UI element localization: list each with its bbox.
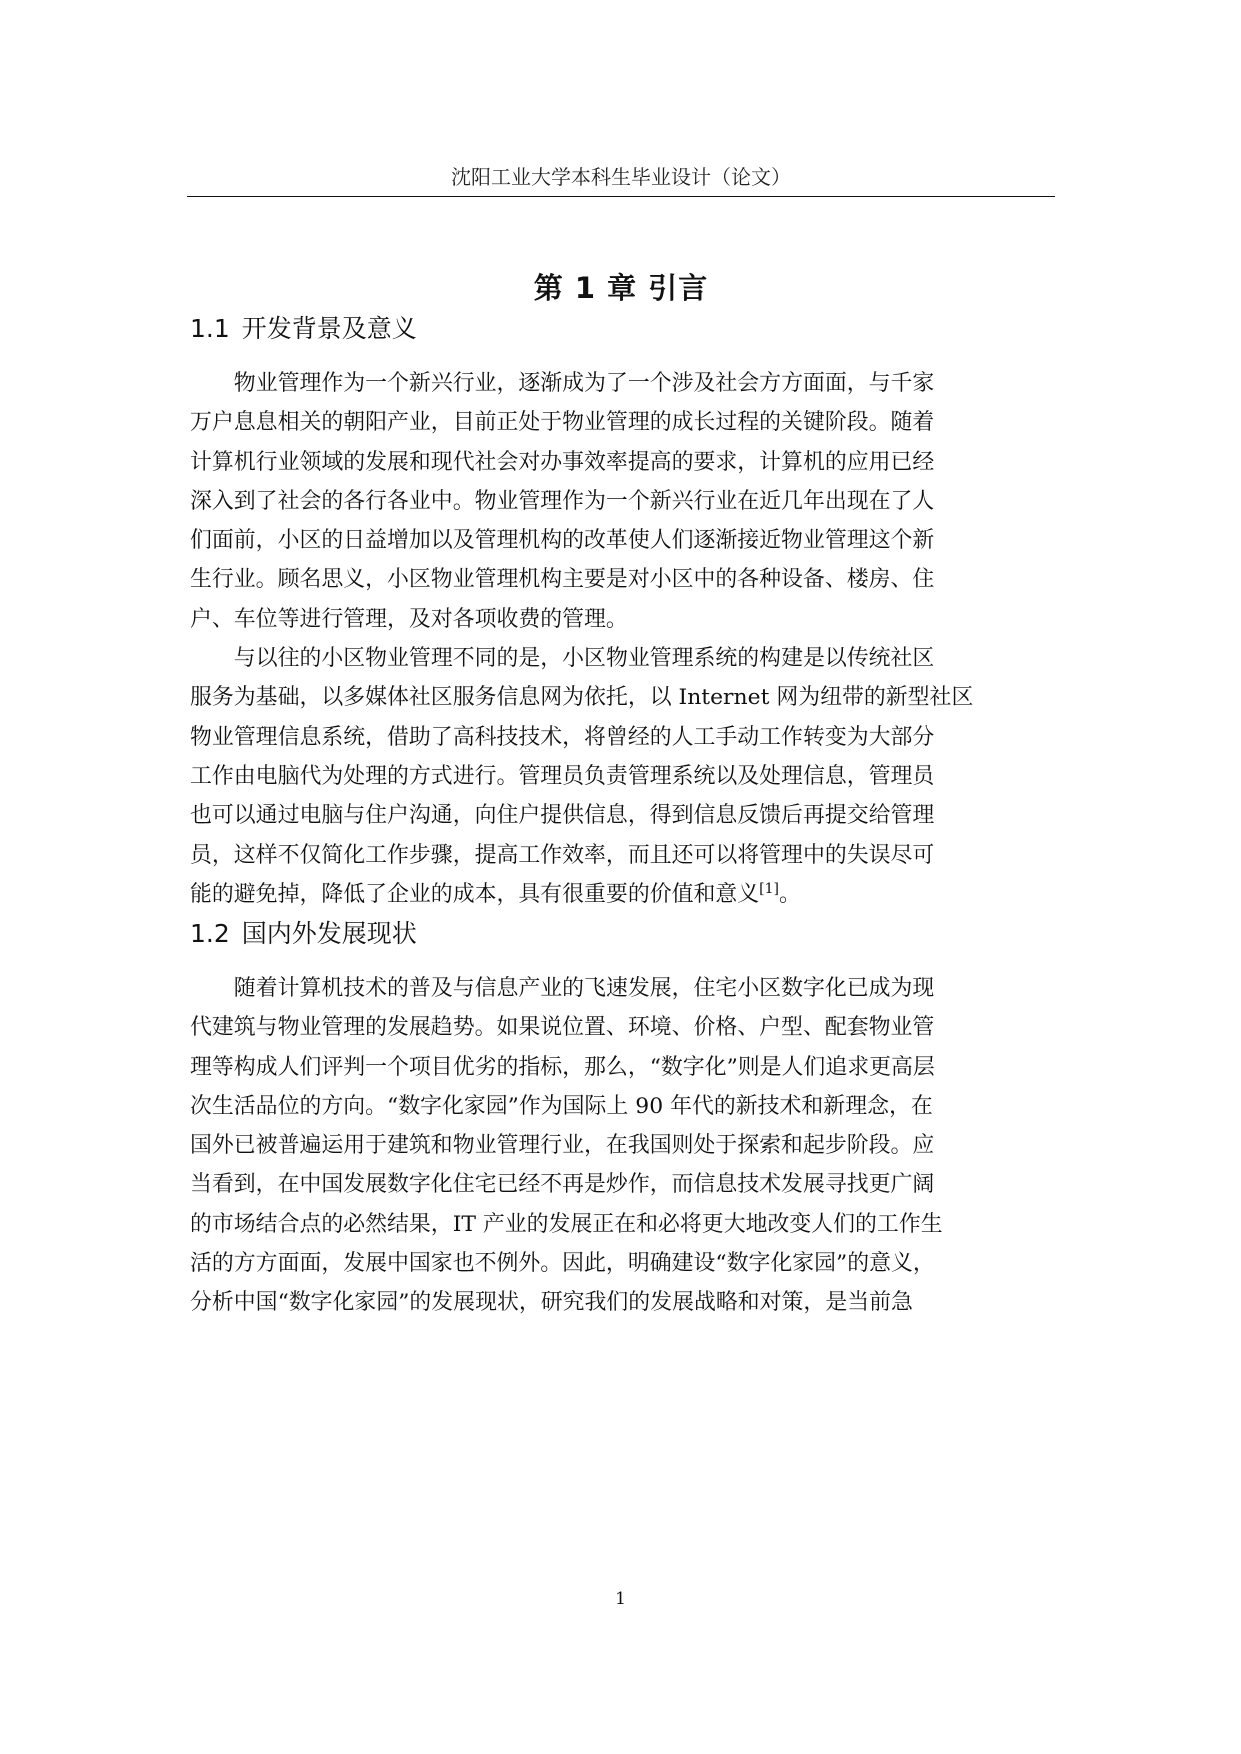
section-1-1-body xyxy=(190,364,1052,914)
citation-marker: [1] xyxy=(759,880,780,897)
text-line: 服务为基础，以多媒体社区服务信息网为依托，以 Internet 网为纽带的新型社区 xyxy=(190,685,974,711)
running-header: 沈阳工业大学本科生毕业设计（论文） xyxy=(451,165,791,189)
text-line: 生行业。顾名思义，小区物业管理机构主要是对小区中的各种设备、楼房、住 xyxy=(190,567,935,593)
paragraph xyxy=(190,364,1052,639)
text-line: 当看到，在中国发展数字化住宅已经不再是炒作，而信息技术发展寻找更广阔 xyxy=(190,1172,935,1198)
text-line: 物业管理信息系统，借助了高科技技术，将曾经的人工手动工作转变为大部分 xyxy=(190,724,935,750)
header-rule xyxy=(187,196,1055,197)
text-line: 随着计算机技术的普及与信息产业的飞速发展，住宅小区数字化已成为现 xyxy=(233,976,935,1001)
text-line: 的市场结合点的必然结果，IT 产业的发展正在和必将更大地改变人们的工作生 xyxy=(190,1211,943,1237)
text-line: 与以往的小区物业管理不同的是，小区物业管理系统的构建是以传统社区 xyxy=(233,646,935,672)
text-line: 员，这样不仅简化工作步骤，提高工作效率，而且还可以将管理中的失误尽可 xyxy=(190,842,935,868)
page-number: 1 xyxy=(615,1589,626,1609)
text-line: 分析中国“数字化家园”的发展现状，研究我们的发展战略和对策，是当前急 xyxy=(190,1290,913,1316)
section-title: 开发背景及意义 xyxy=(241,314,417,343)
chapter-title: 第 1 章 引言 xyxy=(533,271,709,305)
text-line: 们面前，小区的日益增加以及管理机构的改革使人们逐渐接近物业管理这个新 xyxy=(190,528,935,554)
text-line: 万户息息相关的朝阳产业，目前正处于物业管理的成长过程的关键阶段。随着 xyxy=(190,410,935,436)
paragraph xyxy=(190,969,1052,1323)
text-line: 计算机行业领域的发展和现代社会对办事效率提高的要求，计算机的应用已经 xyxy=(190,449,935,475)
sentence-end: 。 xyxy=(779,881,801,907)
text-line xyxy=(190,875,1052,914)
text-line: 次生活品位的方向。“数字化家园”作为国际上 90 年代的新技术和新理念，在 xyxy=(190,1093,933,1119)
text-line: 也可以通过电脑与住户沟通，向住户提供信息，得到信息反馈后再提交给管理 xyxy=(190,803,935,829)
paragraph xyxy=(190,639,1052,914)
text-line: 物业管理作为一个新兴行业，逐渐成为了一个涉及社会方方面面，与千家 xyxy=(233,371,935,396)
section-heading-1-2 xyxy=(190,917,417,951)
section-heading-1-1 xyxy=(190,312,417,346)
text-line: 户、车位等进行管理，及对各项收费的管理。 xyxy=(190,606,628,632)
text-line: 活的方方面面，发展中国家也不例外。因此，明确建设“数字化家园”的意义， xyxy=(190,1251,935,1277)
section-number: 1.1 xyxy=(190,314,230,343)
text-line: 深入到了社会的各行各业中。物业管理作为一个新兴行业在近几年出现在了人 xyxy=(190,488,935,514)
section-number: 1.2 xyxy=(190,919,230,948)
text-line: 代建筑与物业管理的发展趋势。如果说位置、环境、价格、户型、配套物业管 xyxy=(190,1015,935,1041)
text-line: 工作由电脑代为处理的方式进行。管理员负责管理系统以及处理信息，管理员 xyxy=(190,763,935,789)
text-segment: 能的避免掉，降低了企业的成本，具有很重要的价值和意义 xyxy=(190,881,760,907)
text-line: 国外已被普遍运用于建筑和物业管理行业，在我国则处于探索和起步阶段。应 xyxy=(190,1133,935,1159)
section-title: 国内外发展现状 xyxy=(241,919,417,948)
section-1-2-body xyxy=(190,969,1052,1323)
text-line: 理等构成人们评判一个项目优劣的指标，那么，“数字化”则是人们追求更高层 xyxy=(190,1054,935,1080)
